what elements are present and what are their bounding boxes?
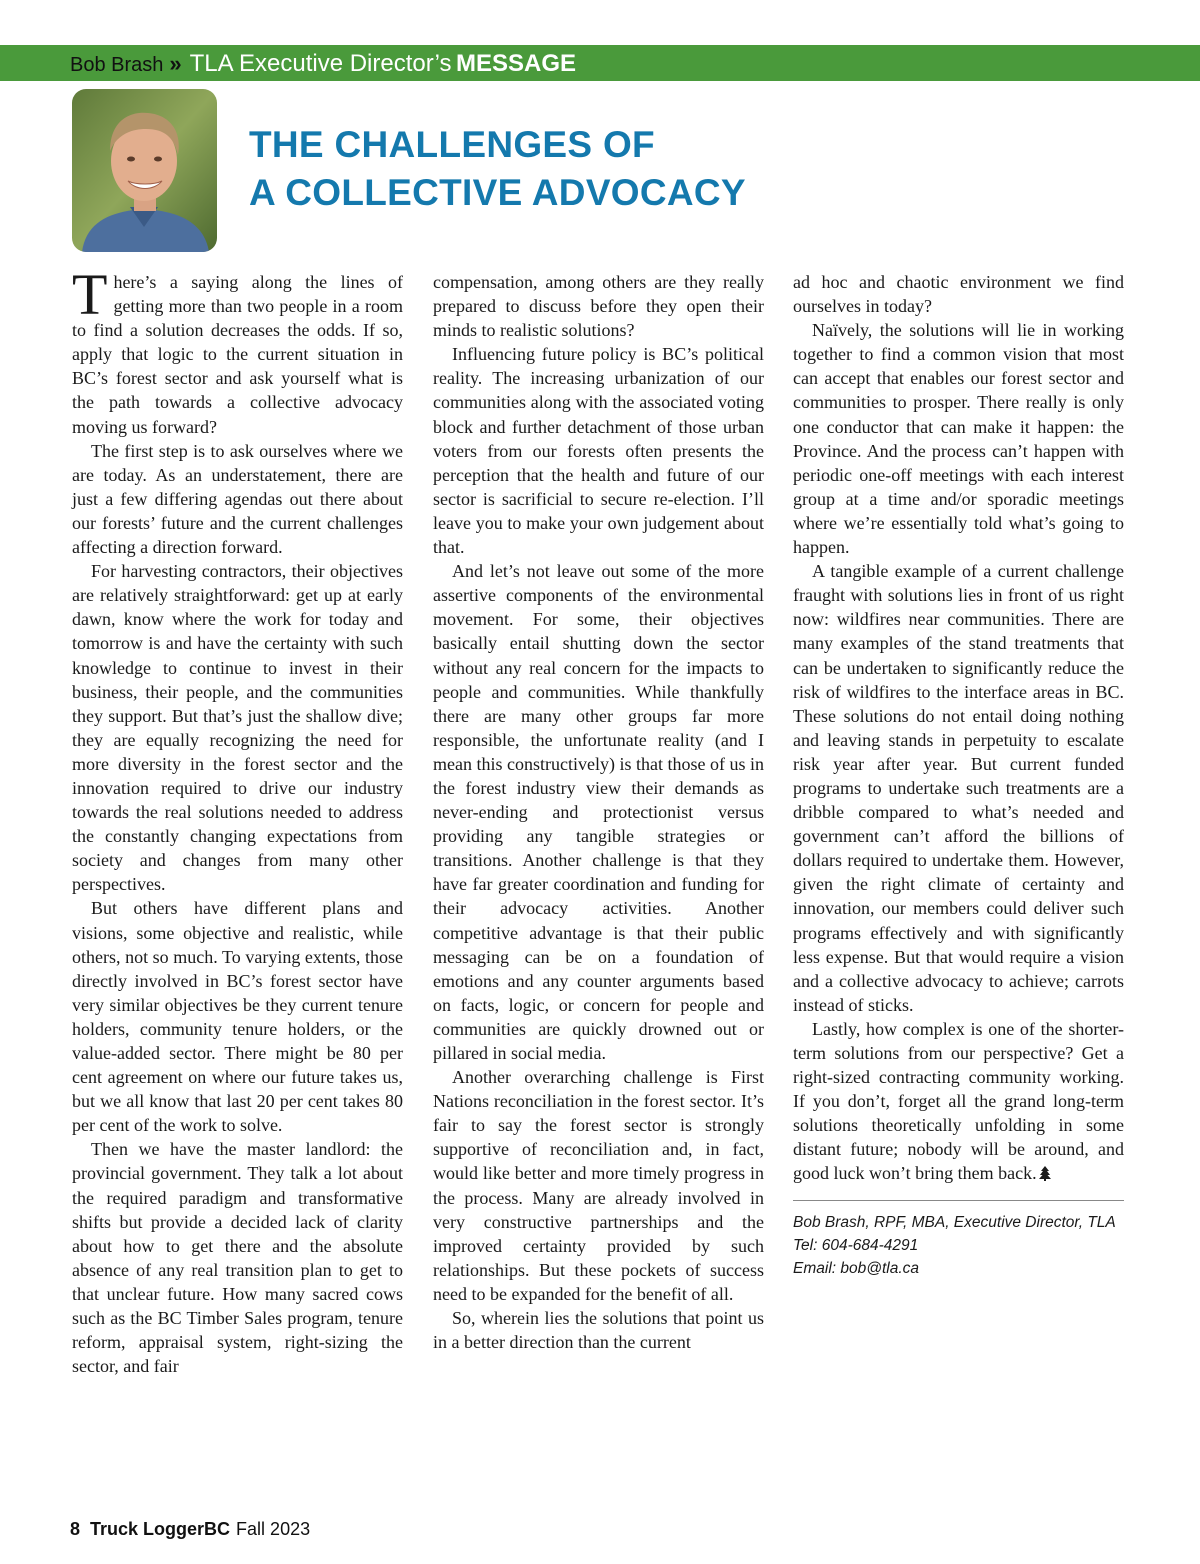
- author-signature: [793, 1211, 1124, 1280]
- signature-divider: [793, 1200, 1124, 1201]
- magazine-name: Truck LoggerBC: [90, 1519, 231, 1539]
- paragraph: Another overarching challenge is First Nations reconciliation in the forest sector. It’s fair to say the forest sector is strongly supportive of reconciliation and, in fact, would like better and more timely progress in the process. Many are already involved in very constructive partnerships and the improved certainty provided by such relationships. But these pockets of success need to be expanded for the benefit of all.: [433, 1067, 764, 1304]
- issue-label: Fall 2023: [236, 1519, 311, 1539]
- article-title: [249, 121, 746, 217]
- article-column-3: [793, 270, 1124, 1280]
- page-footer: [70, 1519, 310, 1540]
- paragraph: For harvesting contractors, their objectives are relatively straightforward: get up at early dawn, know where the work for today and tomorrow is and have the certainty with such knowledge to continue to invest in their business, their people, and the communities they support. But that’s just the shallow dive; they are equally recognizing the need for more diversity in the forest sector and the innovation required to drive our industry towards the real solutions needed to address the constantly changing expectations from society and changes from many other perspectives.: [72, 561, 403, 895]
- article-title-line1: THE CHALLENGES OF: [249, 124, 655, 165]
- paragraph: Influencing future policy is BC’s political reality. The increasing urbanization of our communities along with the associated voting block and further detachment of those urban voters from our forests often presents the perception that the health and future of our sector is sacrificial to secure re-election. I’ll leave you to make your own judgement about that.: [433, 344, 764, 558]
- banner-text: [70, 45, 576, 81]
- paragraph: And let’s not leave out some of the more assertive components of the environmental movement. For some, their objectives basically entail shutting down the sector without any real concern for the impacts to people and communities. While thankfully there are many other groups far more responsible, the unfortunate reality (and I mean this constructively) is that those of us in the forest industry view their demands as never-ending and protectionist versus providing any tangible strategies or transitions. Another challenge is that they have far greater coordination and funding for their advocacy activities. Another competitive advantage is that their public messaging can be on a foundation of emotions and any counter arguments based on facts, logic, or concern for people and communities are quickly drowned out or pillared in social media.: [433, 561, 764, 1063]
- author-portrait-icon: [72, 89, 217, 252]
- signature-phone: Tel: 604-684-4291: [793, 1236, 919, 1254]
- paragraph: A tangible example of a current challenge fraught with solutions lies in front of us right now: wildfires near communities. There are many examples of the stand treatments that can be undertaken to significantly reduce the risk of wildfires to the interface areas in BC. These solutions do not entail doing nothing and leaving stands in perpetuity to escalate risk year after year. But current funded programs to undertake such treatments are a dribble compared to what’s needed and government can’t afford the billions of dollars required to undertake them. However, given the right climate of certainty and innovation, our members could deliver such programs effectively and with significantly less expense. But that would require a vision and a collective advocacy to achieve; carrots instead of sticks.: [793, 561, 1124, 1015]
- paragraph-text: Lastly, how complex is one of the shorter-term solutions from our perspective? Get a right-sized contracting community working. If you don’t, forget all the grand long-term solutions theoretically unfolding in some distant future; nobody will be around, and good luck won’t bring them back.: [793, 1018, 1124, 1184]
- article-column-2: [433, 270, 764, 1354]
- paragraph: ad hoc and chaotic environment we find ourselves in today?: [793, 272, 1124, 317]
- paragraph: [793, 1017, 1124, 1186]
- banner-section-title: TLA Executive Director’s: [189, 50, 452, 77]
- paragraph-text: here’s a saying along the lines of getting more than two people in a room to find a solution decreases the odds. If so, apply that logic to the current situation in BC’s forest sector and ask yourself what is the path towards a collective advocacy moving us forward?: [72, 272, 403, 437]
- paragraph: So, wherein lies the solutions that point us in a better direction than the current: [433, 1308, 764, 1353]
- article-column-1: [72, 262, 403, 1378]
- author-photo: [72, 89, 217, 252]
- article-title-line2: A COLLECTIVE ADVOCACY: [249, 172, 746, 213]
- paragraph: Naïvely, the solutions will lie in working together to find a common vision that most can accept that enables our forest sector and communities to prosper. There really is only one conductor that can make it happen: the Province. And the process can’t happen with periodic one-off meetings with each interest group at a time and/or sporadic meetings where we’re essentially told what’s going to happen.: [793, 320, 1124, 558]
- paragraph: The first step is to ask ourselves where we are today. As an understatement, there are just a few differing agendas out there about our forests’ future and the current challenges affecting a direction forward.: [72, 440, 403, 558]
- paragraph: But others have different plans and visions, some objective and realistic, while others, not so much. To varying extents, those directly involved in BC’s forest sector have very similar objectives be they current tenure holders, community tenure holders, or the value-added sector. There might be 80 per cent agreement on where our future takes us, but we all know that last 20 per cent takes 80 per cent of the work to solve.: [72, 898, 403, 1136]
- paragraph: [72, 262, 403, 439]
- drop-cap: T: [72, 262, 108, 327]
- paragraph: compensation, among others are they really prepared to discuss before they open their minds to realistic solutions?: [433, 272, 764, 341]
- page-number: 8: [70, 1519, 81, 1539]
- banner-section-emphasis: MESSAGE: [455, 50, 577, 77]
- paragraph: Then we have the master landlord: the provincial government. They talk a lot about the required paradigm and transformative shifts but provide a decided lack of clarity about how to get there and the absolute absence of any real transition plan to get to that unclear future. How many sacred cows such as the BC Timber Sales program, tenure reform, appraisal system, right-sizing the sector, and fair: [72, 1139, 403, 1377]
- tree-icon: [1039, 1166, 1051, 1181]
- banner-author: Bob Brash: [70, 54, 164, 76]
- signature-email: Email: bob@tla.ca: [793, 1259, 920, 1277]
- section-banner: [0, 45, 1200, 81]
- double-chevron-right-icon: »: [169, 51, 182, 76]
- signature-name: Bob Brash, RPF, MBA, Executive Director, TLA: [793, 1213, 1116, 1231]
